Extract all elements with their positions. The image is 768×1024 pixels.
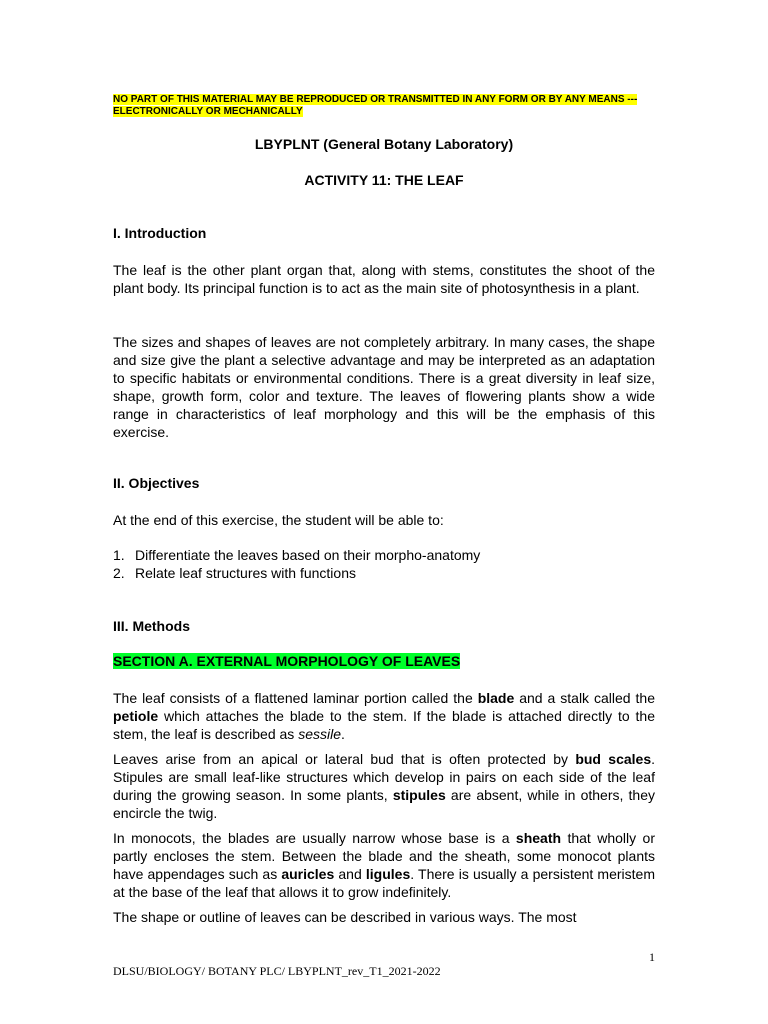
document-footer: DLSU/BIOLOGY/ BOTANY PLC/ LBYPLNT_rev_T1_2021-2022 xyxy=(113,964,441,978)
term-bud-scales: bud scales xyxy=(575,751,652,767)
methods-paragraph-1 xyxy=(113,689,655,743)
introduction-paragraph-1: The leaf is the other plant organ that, along with stems, constitutes the shoot of the plant body. Its principal function is to act as the main site of photosynthesis in a plant. xyxy=(113,262,655,296)
term-sheath: sheath xyxy=(515,830,562,846)
methods-heading: III. Methods xyxy=(113,618,190,634)
introduction-heading: I. Introduction xyxy=(113,225,207,241)
term-petiole: petiole xyxy=(113,708,159,724)
term-blade: blade xyxy=(477,690,515,706)
text-run: and xyxy=(334,866,366,882)
term-sessile: sessile xyxy=(298,726,341,742)
section-a-heading xyxy=(113,653,460,669)
page-number: 1 xyxy=(649,950,655,964)
methods-paragraph-2 xyxy=(113,750,655,822)
methods-paragraph-4: The shape or outline of leaves can be described in various ways. The most xyxy=(113,909,577,925)
section-a-heading-text: SECTION A. EXTERNAL MORPHOLOGY OF LEAVES xyxy=(113,653,461,669)
list-item-number: 2. xyxy=(113,565,125,581)
objectives-heading: II. Objectives xyxy=(113,475,200,491)
term-auricles: auricles xyxy=(281,866,335,882)
text-run: are absent, while in others, they encircle the twig. xyxy=(113,787,656,821)
text-run: The leaf consists of a flattened laminar portion called the xyxy=(113,690,478,706)
list-item-text: Relate leaf structures with functions xyxy=(135,565,356,581)
introduction-paragraph-2: The sizes and shapes of leaves are not completely arbitrary. In many cases, the shape and size give the plant a selective advantage and may be interpreted as an adaptation to specific habitats or environmental conditions. There is a great diversity in leaf size, shape, growth form, color and texture. The leaves of flowering plants show a wide range in characteristics of leaf morphology and this will be the emphasis of this exercise. xyxy=(113,334,655,440)
text-run: . Stipules are small leaf-like structures which develop in pairs on each side of the leaf during the growing season. In some plants, xyxy=(113,751,656,803)
objectives-lead: At the end of this exercise, the student will be able to: xyxy=(113,512,444,528)
list-item xyxy=(113,564,655,582)
text-run: Leaves arise from an apical or lateral bud that is often protected by xyxy=(113,751,576,767)
text-run: In monocots, the blades are usually narrow whose base is a xyxy=(113,830,516,846)
text-run: which attaches the blade to the stem. If the blade is attached directly to the stem, the leaf is described as xyxy=(113,708,655,742)
objectives-list xyxy=(113,546,655,582)
text-run: . xyxy=(341,726,345,742)
activity-title: ACTIVITY 11: THE LEAF xyxy=(304,172,464,188)
methods-paragraph-3 xyxy=(113,829,655,901)
text-run: that wholly or partly encloses the stem. Between the blade and the sheath, some monocot plants have appendages such as xyxy=(113,830,655,882)
term-stipules: stipules xyxy=(392,787,446,803)
list-item-text: Differentiate the leaves based on their morpho-anatomy xyxy=(135,547,481,563)
copyright-notice-text: NO PART OF THIS MATERIAL MAY BE REPRODUCED OR TRANSMITTED IN ANY FORM OR BY ANY MEANS --- ELECTRONICALLY OR MECHANICALLY xyxy=(113,94,638,117)
course-title: LBYPLNT (General Botany Laboratory) xyxy=(254,136,514,152)
copyright-notice xyxy=(113,94,658,118)
list-item-number: 1. xyxy=(113,547,125,563)
text-run: . There is usually a persistent meristem at the base of the leaf that allows it to grow indefinitely. xyxy=(113,866,655,900)
text-run: and a stalk called the xyxy=(514,690,656,706)
term-ligules: ligules xyxy=(365,866,411,882)
list-item xyxy=(113,546,655,564)
